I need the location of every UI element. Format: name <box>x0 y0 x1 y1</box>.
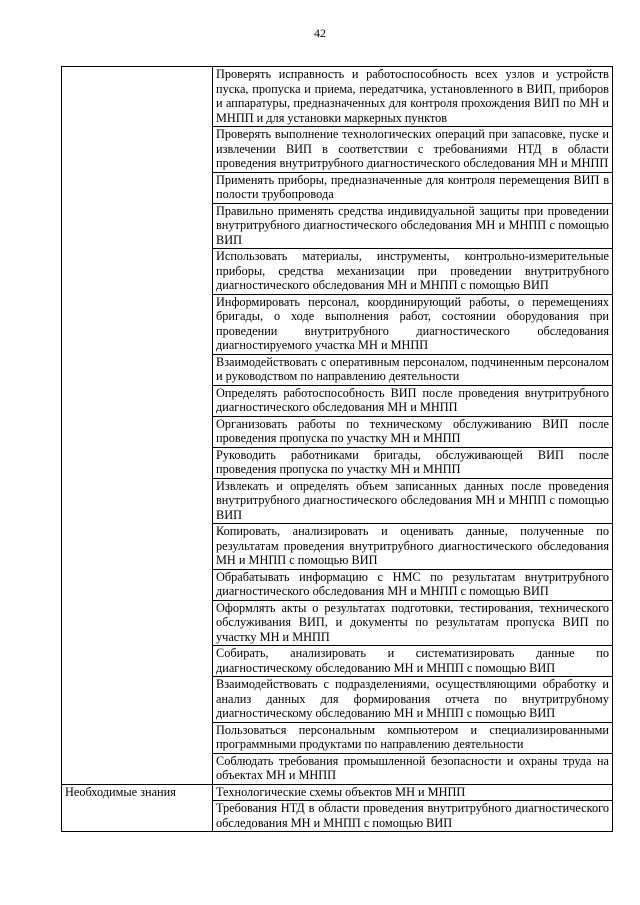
skill-cell: Определять работоспособность ВИП после проведения внутритрубного диагностического обследования МН и МНПП <box>213 385 613 416</box>
skill-cell: Правильно применять средства индивидуальной защиты при проведении внутритрубного диагностического обследования МН и МНПП с помощью ВИП <box>213 203 613 249</box>
skill-cell: Взаимодействовать с оперативным персоналом, подчиненным персоналом и руководством по направлению деятельности <box>213 354 613 385</box>
knowledge-label-cell: Необходимые знания <box>62 784 213 832</box>
skill-cell: Информировать персонал, координирующий работы, о перемещениях бригады, о ходе выполнения работ, состоянии оборудования при проведении внутритрубного диагностического обследования диагностируемого участка МН и МНПП <box>213 294 613 354</box>
table-body <box>62 67 613 832</box>
page-number: 42 <box>314 26 326 40</box>
skill-cell: Проверять исправность и работоспособность всех узлов и устройств пуска, пропуска и приема, передатчика, установленного в ВИП, приборов и аппаратуры, предназначенных для контроля прохождения ВИП по МН и МНПП и для установки маркерных пунктов <box>213 67 613 127</box>
table-row <box>62 67 613 127</box>
skill-cell: Соблюдать требования промышленной безопасности и охраны труда на объектах МН и МНПП <box>213 753 613 784</box>
skills-label-cell <box>62 67 213 785</box>
requirements-table <box>61 66 613 832</box>
skill-cell: Извлекать и определять объем записанных данных после проведения внутритрубного диагностического обследования МН и МНПП с помощью ВИП <box>213 478 613 524</box>
knowledge-cell: Требования НТД в области проведения внутритрубного диагностического обследования МН и МНПП с помощью ВИП <box>213 801 613 832</box>
knowledge-cell: Технологические схемы объектов МН и МНПП <box>213 784 613 801</box>
table-row <box>62 784 613 801</box>
skill-cell: Применять приборы, предназначенные для контроля перемещения ВИП в полости трубопровода <box>213 172 613 203</box>
skill-cell: Оформлять акты о результатах подготовки, тестирования, технического обслуживания ВИП, и документы по результатам пропуска ВИП по участку МН и МНПП <box>213 600 613 646</box>
skill-cell: Копировать, анализировать и оценивать данные, полученные по результатам проведения внутритрубного диагностического обследования МН и МНПП с помощью ВИП <box>213 524 613 570</box>
skill-cell: Пользоваться персональным компьютером и специализированными программными продуктами по направлению деятельности <box>213 722 613 753</box>
skill-cell: Собирать, анализировать и систематизировать данные по диагностическому обследованию МН и МНПП с помощью ВИП <box>213 646 613 677</box>
skill-cell: Обрабатывать информацию с НМС по результатам внутритрубного диагностического обследования МН и МНПП с помощью ВИП <box>213 569 613 600</box>
skill-cell: Руководить работниками бригады, обслуживающей ВИП после проведения пропуска по участку МН и МНПП <box>213 447 613 478</box>
skill-cell: Использовать материалы, инструменты, контрольно-измерительные приборы, средства механизации при проведении внутритрубного диагностического обследования МН и МНПП с помощью ВИП <box>213 249 613 295</box>
skill-cell: Проверять выполнение технологических операций при запасовке, пуске и извлечении ВИП в соответствии с требованиями НТД в области проведения внутритрубного диагностического обследования МН и МНПП <box>213 127 613 173</box>
skill-cell: Организовать работы по техническому обслуживанию ВИП после проведения пропуска по участку МН и МНПП <box>213 416 613 447</box>
skill-cell: Взаимодействовать с подразделениями, осуществляющими обработку и анализ данных для формирования отчета по внутритрубному диагностическому обследованию МН и МНПП с помощью ВИП <box>213 677 613 723</box>
